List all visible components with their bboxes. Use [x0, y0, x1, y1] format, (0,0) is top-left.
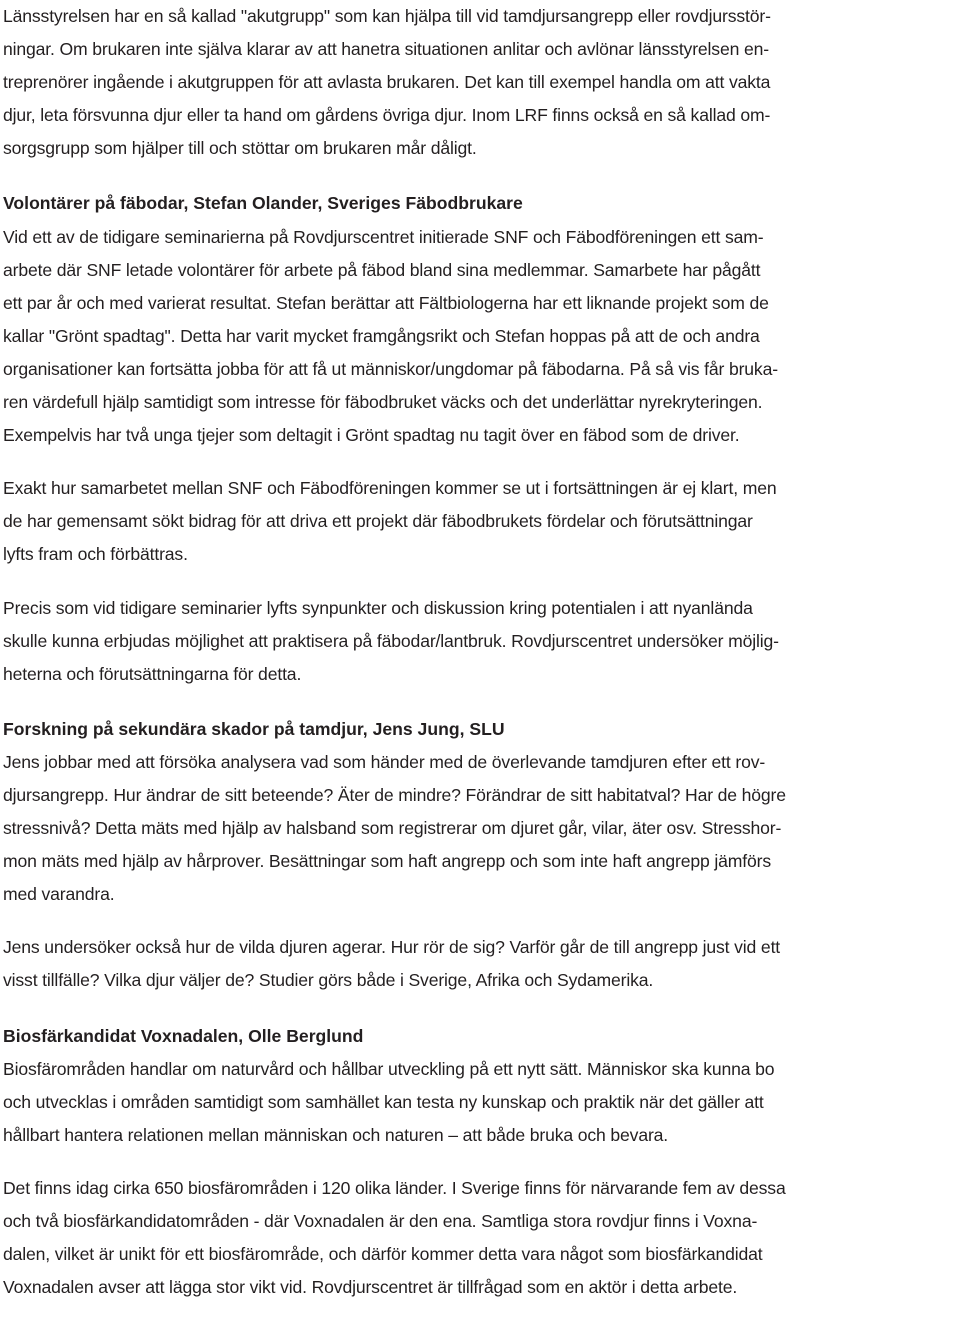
heading-volontarer	[3, 187, 953, 220]
paragraph-vilda-djur	[3, 931, 953, 997]
text-line: Exempelvis har två unga tjejer som deltagit i Grönt spadtag nu tagit över en fäbod som de driver.	[3, 425, 740, 446]
text-line: skulle kunna erbjudas möjlighet att praktisera på fäbodar/lantbruk. Rovdjurscentret undersöker möjlig-	[3, 630, 779, 651]
text-line: Exakt hur samarbetet mellan SNF och Fäbodföreningen kommer se ut i fortsättningen är ej klart, men	[3, 478, 777, 499]
text-line: ningar. Om brukaren inte själva klarar av att hanetra situationen anlitar och avlönar länsstyrelsen en-	[3, 39, 769, 60]
text-line: ett par år och med varierat resultat. Stefan berättar att Fältbiologerna har ett liknande projekt som de	[3, 292, 769, 313]
text-line: Voxnadalen avser att lägga stor vikt vid. Rovdjurscentret är tillfrågad som en aktör i detta arbete.	[3, 1277, 738, 1298]
text-line: visst tillfälle? Vilka djur väljer de? Studier görs både i Sverige, Afrika och Sydamerika.	[3, 970, 654, 991]
text-line: Jens undersöker också hur de vilda djuren agerar. Hur rör de sig? Varför går de till angrepp just vid ett	[3, 937, 781, 958]
text-line: Jens jobbar med att försöka analysera vad som händer med de överlevande tamdjuren efter ett rov-	[3, 751, 766, 772]
text-line: stressnivå? Detta mäts med hjälp av halsband som registrerar om djuret går, vilar, äter osv. Stresshor-	[3, 818, 782, 839]
section-heading: Volontärer på fäbodar, Stefan Olander, Sveriges Fäbodbrukare	[3, 193, 523, 214]
paragraph-volontarer	[3, 221, 953, 453]
text-line: kallar "Grönt spadtag". Detta har varit mycket framgångsrikt och Stefan hoppas på att de och andra	[3, 325, 760, 346]
text-line: mon mäts med hjälp av hårprover. Besättningar som haft angrepp och som inte haft angrepp jämförs	[3, 851, 771, 872]
text-line: sorgsgrupp som hjälper till och stöttar om brukaren mår dåligt.	[3, 138, 477, 159]
text-line: heterna och förutsättningarna för detta.	[3, 663, 302, 684]
paragraph-gap	[3, 572, 953, 592]
paragraph-samarbete	[3, 472, 953, 571]
section-heading: Forskning på sekundära skador på tamdjur, Jens Jung, SLU	[3, 718, 505, 739]
paragraph-gap	[3, 911, 953, 931]
text-line: dalen, vilket är unikt för ett biosfärområde, och därför kommer detta vara något som biosfärkandidat	[3, 1244, 763, 1265]
text-line: Vid ett av de tidigare seminarierna på Rovdjurscentret initierade SNF och Fäbodföreningen ett sam-	[3, 226, 764, 247]
paragraph-biosfaromraden	[3, 1172, 953, 1304]
section-heading: Biosfärkandidat Voxnadalen, Olle Berglund	[3, 1025, 364, 1046]
text-line: ren värdefull hjälp samtidigt som intresse för fäbodbruket väcks och det underlättar nyrekryteringen.	[3, 392, 763, 413]
text-line: lyfts fram och förbättras.	[3, 544, 188, 565]
paragraph-nyanlanda	[3, 592, 953, 691]
heading-forskning	[3, 713, 953, 746]
paragraph-forskning	[3, 746, 953, 911]
text-line: organisationer kan fortsätta jobba för att få ut människor/ungdomar på fäbodarna. På så vis får bruka-	[3, 358, 778, 379]
paragraph-akutgrupp	[3, 0, 953, 165]
text-line: Det finns idag cirka 650 biosfärområden i 120 olika länder. I Sverige finns för närvarande fem av dessa	[3, 1177, 786, 1198]
paragraph-gap	[3, 1152, 953, 1172]
section-gap	[3, 165, 953, 187]
text-line: arbete där SNF letade volontärer för arbete på fäbod bland sina medlemmar. Samarbete har pågått	[3, 259, 761, 280]
text-line: djursangrepp. Hur ändrar de sitt beteende? Äter de mindre? Förändrar de sitt habitatval? Har de högre	[3, 784, 786, 805]
paragraph-gap	[3, 452, 953, 472]
text-line: och två biosfärkandidatområden - där Voxnadalen är den ena. Samtliga stora rovdjur finns i Voxna-	[3, 1211, 758, 1231]
text-line: Länsstyrelsen har en så kallad "akutgrupp" som kan hjälpa till vid tamdjursangrepp eller rovdjursstör-	[3, 6, 771, 26]
text-line: djur, leta försvunna djur eller ta hand om gårdens övriga djur. Inom LRF finns också en så kallad om-	[3, 105, 771, 126]
document-page	[3, 0, 953, 1304]
text-line: och utvecklas i områden samtidigt som samhället kan testa ny kunskap och praktik när det gäller att	[3, 1091, 764, 1112]
section-gap	[3, 998, 953, 1020]
section-gap	[3, 691, 953, 713]
text-line: Biosfärområden handlar om naturvård och hållbar utveckling på ett nytt sätt. Människor ska kunna bo	[3, 1058, 775, 1079]
paragraph-biosfar	[3, 1053, 953, 1152]
text-line: de har gemensamt sökt bidrag för att driva ett projekt där fäbodbrukets fördelar och förutsättningar	[3, 511, 753, 532]
heading-biosfar	[3, 1020, 953, 1053]
text-line: Precis som vid tidigare seminarier lyfts synpunkter och diskussion kring potentialen i att nyanlända	[3, 597, 753, 618]
text-line: med varandra.	[3, 884, 115, 905]
text-line: hållbart hantera relationen mellan människan och naturen – att både bruka och bevara.	[3, 1124, 669, 1145]
text-line: treprenörer ingående i akutgruppen för att avlasta brukaren. Det kan till exempel handla om att vakta	[3, 72, 771, 93]
